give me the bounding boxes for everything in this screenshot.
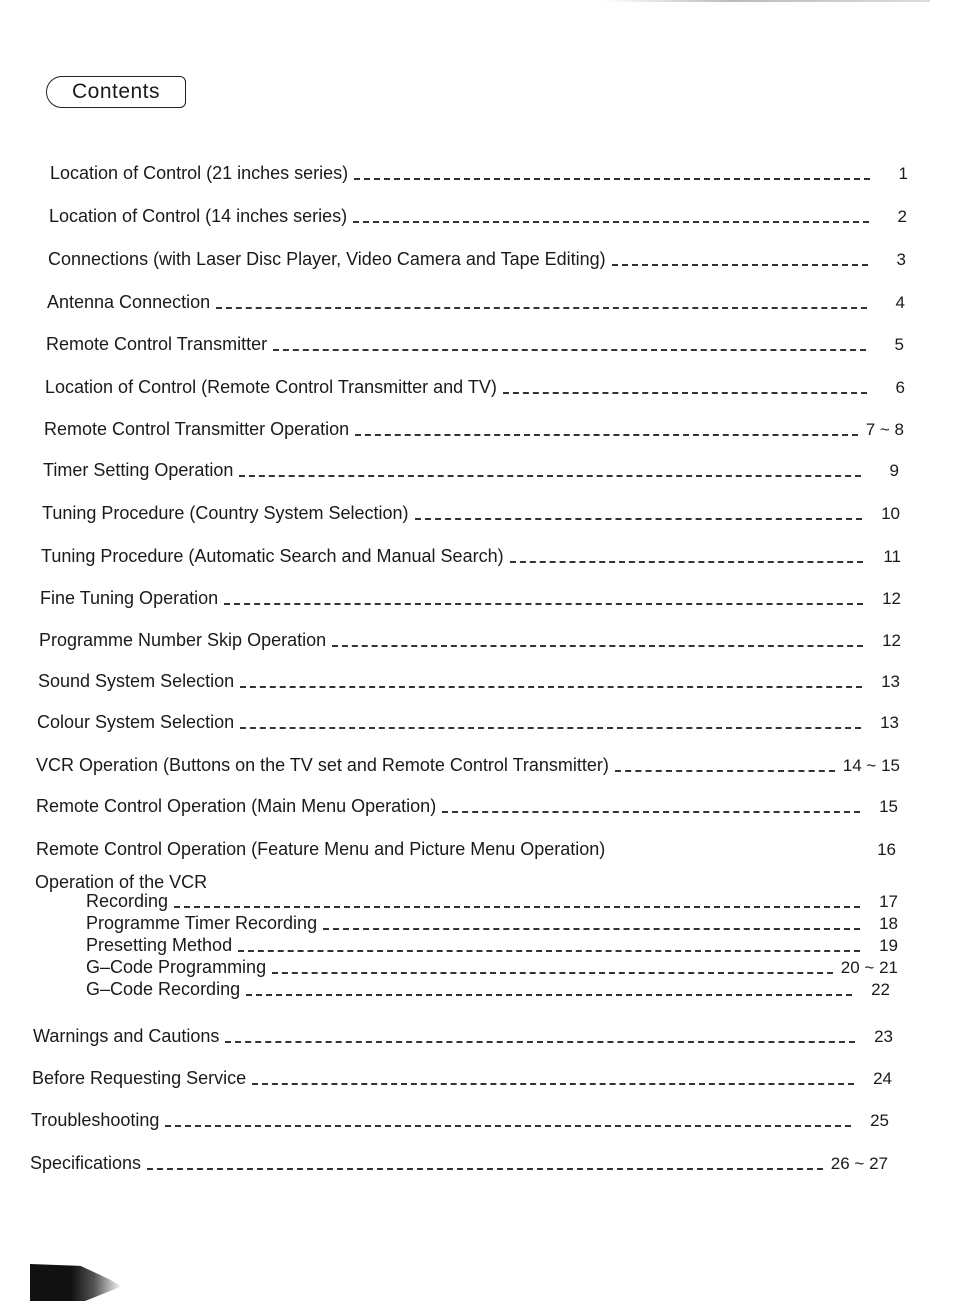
dot-leader [503,391,867,394]
toc-entry-page: 3 [896,250,906,269]
toc-entry-page: 24 [873,1069,892,1088]
dot-leader [615,769,835,772]
toc-entry-title: Tuning Procedure (Automatic Search and Manual Search) [41,546,504,566]
toc-entry-page: 12 [882,631,901,650]
dot-leader [246,993,852,996]
toc-entry-title: Tuning Procedure (Country System Selection) [42,503,409,523]
toc-entry[interactable] [42,500,900,524]
toc-entry-page: 1 [898,164,908,183]
toc-entry-title: VCR Operation (Buttons on the TV set and Remote Control Transmitter) [36,755,609,775]
toc-entry-page: 16 [877,840,896,859]
dot-leader [216,306,867,309]
toc-entry[interactable] [49,203,907,227]
toc-entry[interactable] [50,160,908,184]
toc-entry-title: G–Code Recording [86,979,241,999]
toc-entry-title: Connections (with Laser Disc Player, Video Camera and Tape Editing) [48,249,606,269]
toc-entry-title: Location of Control (14 inches series) [49,206,348,226]
toc-entry[interactable] [30,1150,888,1174]
toc-entry-page: 6 [895,378,905,397]
toc-entry-page: 4 [895,293,905,312]
toc-entry[interactable] [41,543,901,567]
toc-subentry[interactable] [86,935,898,956]
toc-entry-title: Programme Number Skip Operation [39,630,327,650]
dot-leader [213,888,857,889]
toc-subentry[interactable] [86,913,898,934]
dot-leader [224,602,863,605]
dot-leader [611,855,858,856]
dot-leader [240,726,861,729]
toc-entry[interactable] [40,585,901,609]
dot-leader [252,1082,854,1085]
dot-leader [510,560,863,563]
dot-leader [174,905,860,908]
toc-entry-title: Remote Control Operation (Feature Menu and Picture Menu Operation) [36,839,606,859]
toc-entry-title: Timer Setting Operation [43,460,234,480]
dot-leader [332,644,863,647]
dot-leader [323,927,860,930]
toc-entry-title: Location of Control (Remote Control Transmitter and TV) [45,377,497,397]
dot-leader [272,971,833,974]
toc-entry-title: Recording [86,891,169,911]
toc-entry-page: 10 [881,504,900,523]
toc-entry[interactable] [39,627,901,651]
toc-entry[interactable] [44,416,904,440]
toc-entry[interactable] [38,668,900,692]
toc-entry-title: Location of Control (21 inches series) [50,163,349,183]
toc-entry-title: Remote Control Operation (Main Menu Operation) [36,796,437,816]
toc-entry[interactable] [36,752,900,776]
toc-section-heading[interactable] [35,869,895,893]
dot-leader [442,810,860,813]
toc-entry-page: 26 ~ 27 [830,1154,888,1173]
toc-entry-title: Programme Timer Recording [86,913,318,933]
dot-leader [239,474,861,477]
dot-leader [238,949,860,952]
dot-leader [415,517,863,520]
toc-entry-page: 13 [881,672,900,691]
toc-entry-page: 7 ~ 8 [865,420,904,439]
toc-entry-page: 19 [879,936,898,955]
toc-entry[interactable] [36,836,896,860]
toc-entry-title: Remote Control Transmitter [46,334,268,354]
toc-entry[interactable] [32,1065,892,1089]
toc-entry-page: 25 [870,1111,889,1130]
dot-leader [225,1040,855,1043]
toc-entry-page: 15 [879,797,898,816]
toc-entry-title: Operation of the VCR [35,872,208,892]
toc-entry-page: 14 ~ 15 [842,756,900,775]
dot-leader [273,348,866,351]
toc-subentry[interactable] [86,979,890,1000]
toc-entry[interactable] [46,331,904,355]
toc-entry[interactable] [33,1023,893,1047]
dot-leader [612,263,868,266]
toc-entry[interactable] [47,289,905,313]
dot-leader [355,433,858,436]
toc-entry[interactable] [36,793,898,817]
dot-leader [354,177,870,180]
toc-entry[interactable] [43,457,899,481]
toc-entry-page: 18 [879,914,898,933]
toc-entry-title: Remote Control Transmitter Operation [44,419,350,439]
toc-entry-page: 13 [880,713,899,732]
toc-entry-title: Fine Tuning Operation [40,588,219,608]
toc-entry-title: Sound System Selection [38,671,235,691]
dot-leader [147,1167,823,1170]
toc-entry[interactable] [48,246,906,270]
toc-entry[interactable] [31,1107,889,1131]
dot-leader [240,685,862,688]
toc-entry-page: 5 [894,335,904,354]
toc-entry-page: 17 [879,892,898,911]
toc-entry-page: 11 [883,547,901,566]
toc-entry-page: 12 [882,589,901,608]
toc-entry[interactable] [45,374,905,398]
toc-entry-page: 22 [871,980,890,999]
toc-entry-title: Troubleshooting [31,1110,160,1130]
toc-entry-title: Antenna Connection [47,292,211,312]
toc-entry-page: 2 [897,207,907,226]
toc-entry-page: 20 ~ 21 [840,958,898,977]
toc-entry-page: 9 [889,461,899,480]
dot-leader [353,220,869,223]
toc-entry-title: Presetting Method [86,935,233,955]
toc-entry-page: 23 [874,1027,893,1046]
toc-subentry[interactable] [86,957,898,978]
toc-entry-title: Colour System Selection [37,712,235,732]
toc-entry-title: Before Requesting Service [32,1068,247,1088]
toc-entry[interactable] [37,709,899,733]
toc-subentry[interactable] [86,891,898,912]
contents-title: Contents [71,80,161,103]
toc-entry-title: Warnings and Cautions [33,1026,220,1046]
toc-entry-title: G–Code Programming [86,957,267,977]
toc-entry-title: Specifications [30,1153,142,1173]
dot-leader [165,1124,851,1127]
